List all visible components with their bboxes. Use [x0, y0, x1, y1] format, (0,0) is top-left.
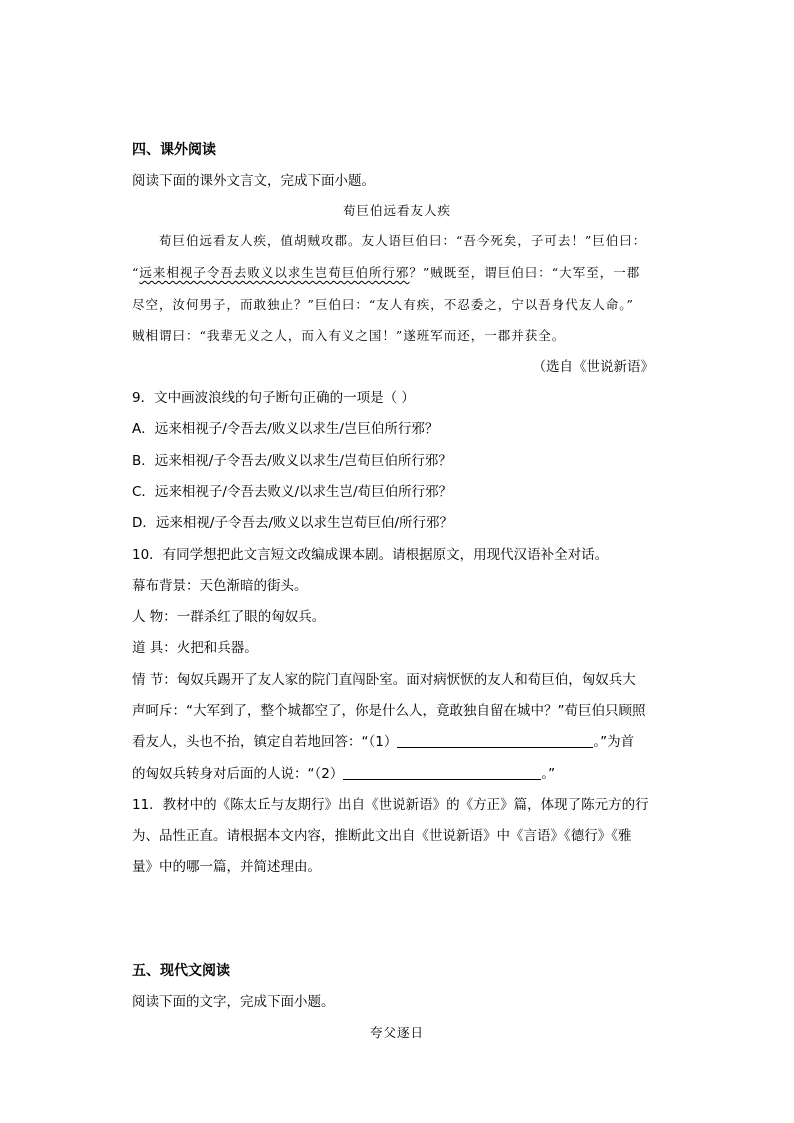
passage-line-2	[132, 264, 640, 282]
section-5-heading: 五、现代文阅读	[132, 963, 230, 979]
q10-background: 幕布背景：天色渐暗的街头。	[132, 578, 308, 594]
wavy-underlined-sentence: 远来相视子令吾去败义以求生岂荀巨伯所行邪	[139, 265, 410, 280]
passage-title: 荀巨伯远看友人疾	[342, 203, 451, 218]
q9-option-b: B．远来相视/子令吾去/败义以求生/岂荀巨伯所行邪？	[132, 453, 452, 469]
answer-blank-2[interactable]	[343, 765, 541, 780]
q9-option-a: A．远来相视子/令吾去/败义以求生/岂巨伯所行邪？	[132, 421, 439, 437]
q10-props: 道 具：火把和兵器。	[132, 640, 258, 656]
passage-quote-open: “	[132, 265, 140, 280]
q9-stem: 9．文中画波浪线的句子断句正确的一项是（ ）	[132, 390, 415, 406]
q10-plot-line-4-end: 。”	[541, 766, 556, 782]
q10-plot-line-3	[132, 733, 634, 751]
answer-blank-1[interactable]	[397, 733, 593, 748]
q10-plot-line-1: 情 节：匈奴兵踢开了友人家的院门直闯卧室。面对病恹恹的友人和荀巨伯，匈奴兵大	[132, 672, 636, 688]
passage-line-2-rest: ？”贼既至，谓巨伯曰：“大军至，一郡	[409, 265, 641, 280]
q10-plot-line-2: 声呵斥：“大军到了，整个城都空了，你是什么人，竟敢独自留在城中？”荀巨伯只顾照	[132, 703, 646, 719]
section-4-heading: 四、课外阅读	[132, 142, 216, 158]
q10-plot-line-3-text: 看友人，头也不抬，镇定自若地回答：“（1）	[132, 734, 398, 750]
section-5-passage-title: 夸父逐日	[369, 1025, 424, 1040]
q11-line-3: 量》中的哪一篇，并简述理由。	[132, 859, 321, 875]
passage-source: （选自《世说新语》	[532, 359, 654, 375]
q10-plot-line-4-text: 的匈奴兵转身对后面的人说：“（2）	[132, 766, 344, 782]
section-5-instruction: 阅读下面的文字，完成下面小题。	[132, 994, 335, 1010]
q10-stem: 10．有同学想把此文言短文改编成课本剧。请根据原文，用现代汉语补全对话。	[132, 547, 609, 563]
q9-option-c: C．远来相视子/令吾去败义/以求生岂/荀巨伯所行邪？	[132, 484, 453, 500]
section-4-instruction: 阅读下面的课外文言文，完成下面小题。	[132, 173, 375, 189]
passage-line-3: 尽空，汝何男子，而敢独止？”巨伯曰：“友人有疾，不忍委之，宁以吾身代友人命。”	[132, 297, 634, 312]
q11-line-2: 为、品性正直。请根据本文内容，推断此文出自《世说新语》中《言语》《德行》《雅	[132, 828, 632, 844]
q9-option-d: D．远来相视/子令吾去/败义以求生岂荀巨伯/所行邪？	[132, 515, 454, 531]
q10-people: 人 物：一群杀红了眼的匈奴兵。	[132, 609, 326, 625]
q10-plot-line-4	[132, 765, 555, 783]
passage-line-4: 贼相谓曰：“我辈无义之人，而入有义之国！”遂班军而还，一郡并获全。	[132, 328, 566, 343]
passage-line-1: 荀巨伯远看友人疾，值胡贼攻郡。友人语巨伯曰：“吾今死矣，子可去！”巨伯曰：	[159, 233, 647, 248]
q10-plot-line-3-end: 。”为首	[593, 734, 635, 750]
q11-line-1: 11．教材中的《陈太丘与友期行》出自《世说新语》的《方正》篇，体现了陈元方的行	[132, 797, 649, 813]
